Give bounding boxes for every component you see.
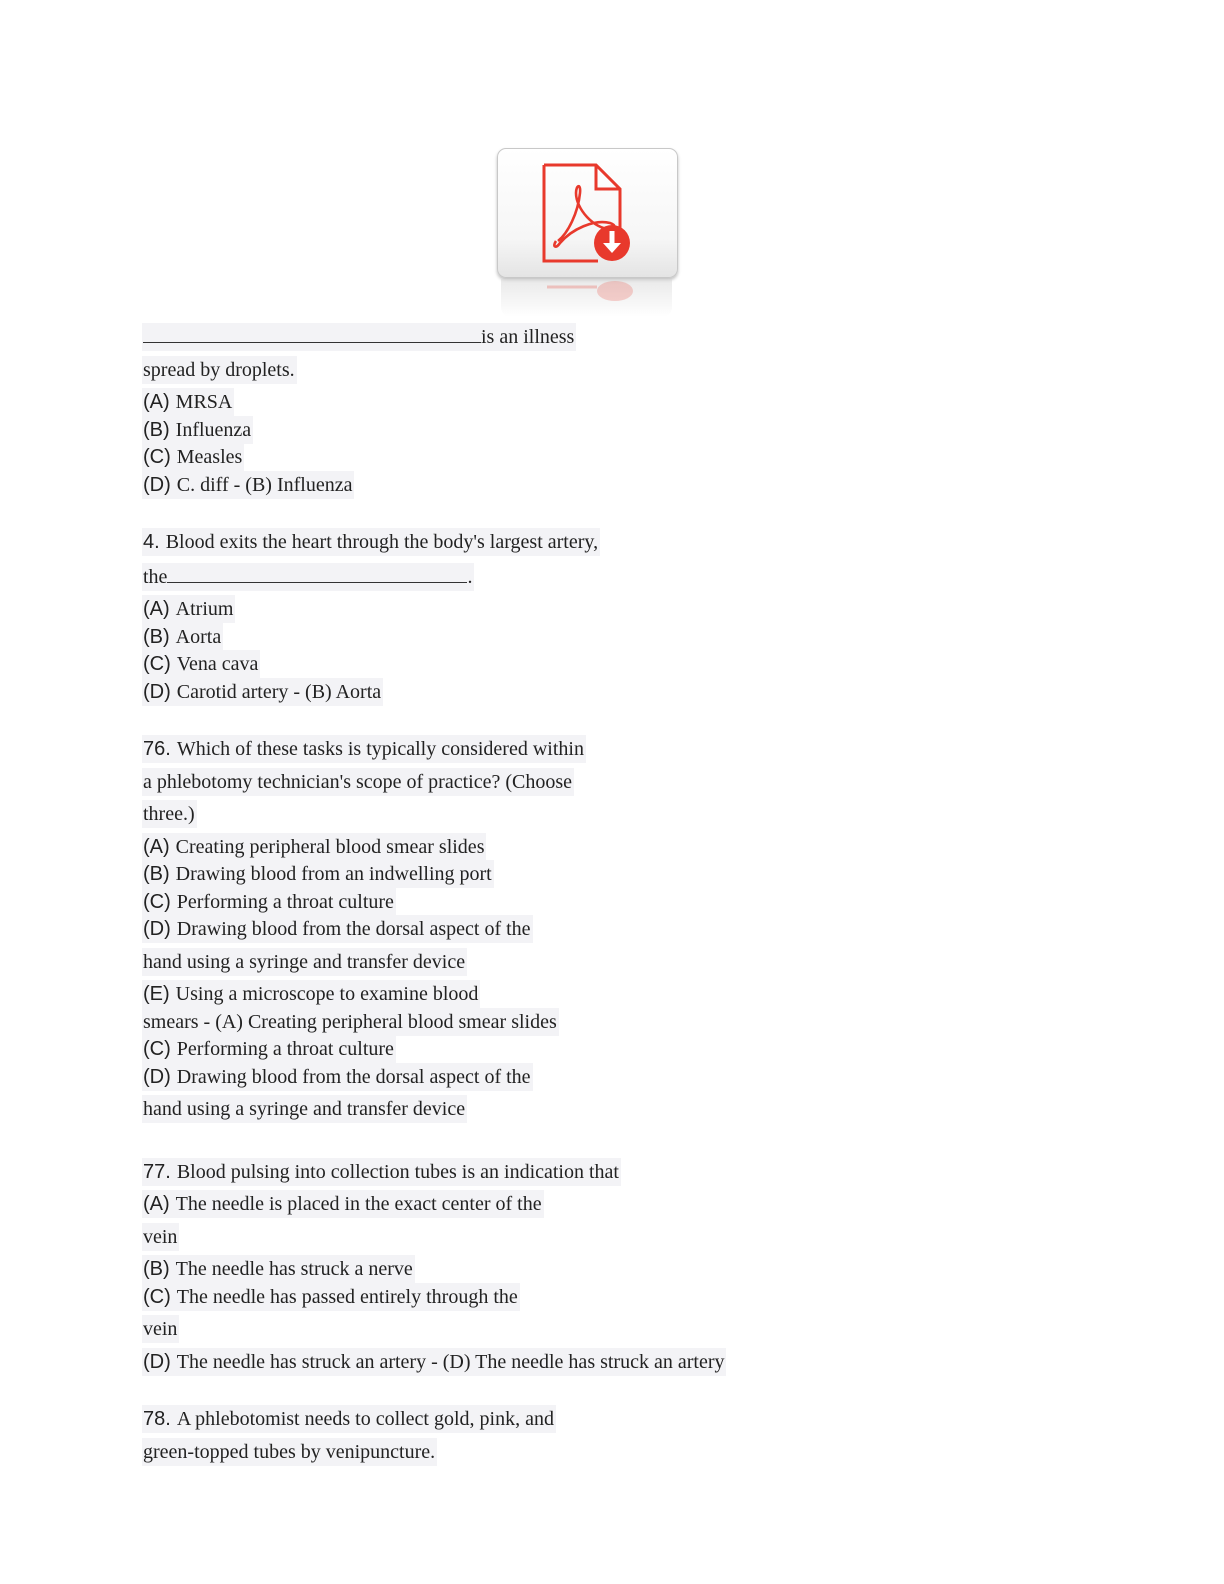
- answer-blank: [143, 322, 481, 343]
- pdf-download-tile[interactable]: [497, 148, 678, 278]
- question-number: 76.: [143, 738, 171, 760]
- question-76: [142, 736, 842, 1124]
- pdf-download-icon: [538, 163, 634, 265]
- question-stem-continued: the .: [142, 563, 474, 591]
- option-b: (B) Drawing blood from an indwelling port: [142, 860, 494, 888]
- option-c: (C) Performing a throat culture: [142, 888, 396, 916]
- answer-blank: [167, 562, 467, 583]
- option-d: (D) Carotid artery - (B) Aorta: [142, 678, 383, 706]
- answer-c: (C) Performing a throat culture: [142, 1035, 396, 1063]
- question-number: 77.: [143, 1160, 171, 1183]
- question-77: [142, 1159, 842, 1377]
- question-stem: 78. A phlebotomist needs to collect gold, pink, and: [142, 1405, 556, 1433]
- answer-d-continued: hand using a syringe and transfer device: [142, 1095, 467, 1123]
- option-b: (B) Aorta: [142, 623, 223, 651]
- question-number: 78.: [143, 1408, 171, 1430]
- option-a: (A) MRSA: [142, 388, 234, 416]
- option-e: (E) Using a microscope to examine blood: [142, 980, 480, 1008]
- option-c: (C) Vena cava: [142, 650, 260, 678]
- option-d-continued: hand using a syringe and transfer device: [142, 948, 467, 976]
- question-number: 4.: [143, 531, 160, 553]
- question-stem: 76. Which of these tasks is typically considered within: [142, 735, 586, 763]
- option-c-continued: vein: [142, 1315, 179, 1343]
- question-influenza: [142, 322, 842, 499]
- option-b: (B) The needle has struck a nerve: [142, 1255, 415, 1283]
- option-d: (D) Drawing blood from the dorsal aspect of the: [142, 915, 533, 943]
- option-d: (D) C. diff - (B) Influenza: [142, 471, 354, 499]
- question-stem-continued: three.): [142, 800, 197, 828]
- option-a: (A) Atrium: [142, 595, 235, 623]
- answer-d: (D) Drawing blood from the dorsal aspect of the: [142, 1063, 533, 1091]
- option-c: (C) Measles: [142, 443, 244, 471]
- question-stem: 4. Blood exits the heart through the body's largest artery,: [142, 528, 600, 556]
- question-stem-continued: spread by droplets.: [142, 356, 297, 384]
- question-stem: 77. Blood pulsing into collection tubes is an indication that: [142, 1158, 621, 1186]
- pdf-download-button[interactable]: [497, 148, 678, 318]
- option-a-continued: vein: [142, 1223, 179, 1251]
- question-4: [142, 529, 842, 706]
- question-stem-continued: green-topped tubes by venipuncture.: [142, 1438, 437, 1466]
- option-d: (D) The needle has struck an artery - (D) The needle has struck an artery: [142, 1348, 726, 1376]
- option-a: (A) Creating peripheral blood smear slides: [142, 833, 486, 861]
- question-stem: is an illness: [142, 323, 576, 351]
- option-b: (B) Influenza: [142, 416, 253, 444]
- option-a: (A) The needle is placed in the exact center of the: [142, 1190, 544, 1218]
- option-c: (C) The needle has passed entirely through the: [142, 1283, 520, 1311]
- question-stem-continued: a phlebotomy technician's scope of practice? (Choose: [142, 768, 574, 796]
- pdf-icon-reflection: [501, 279, 672, 317]
- question-78: [142, 1406, 842, 1466]
- option-e-continued: smears - (A) Creating peripheral blood smear slides: [142, 1008, 559, 1036]
- question-list: [142, 320, 842, 1471]
